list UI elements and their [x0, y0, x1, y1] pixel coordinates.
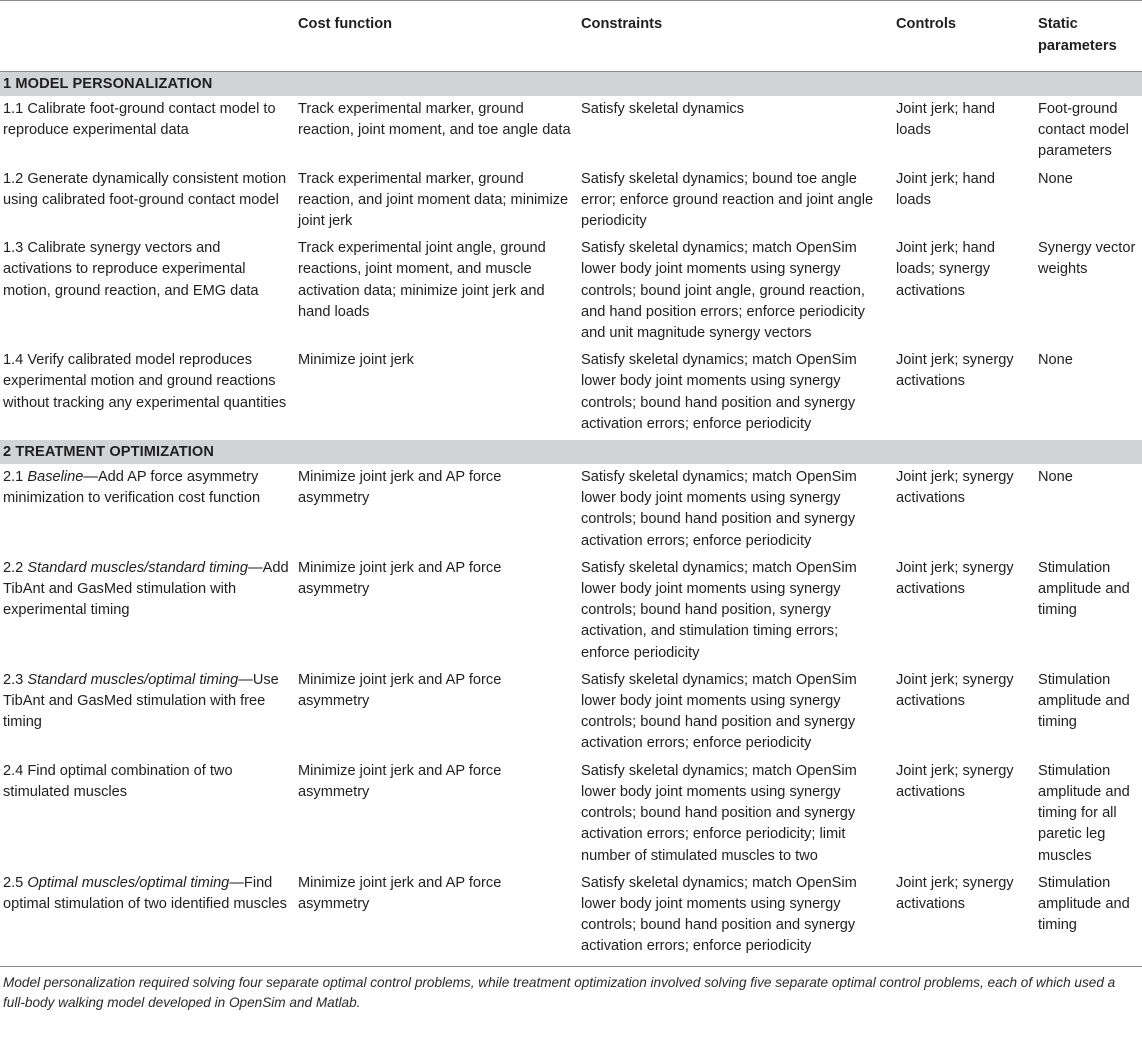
task-description: —Add TibAnt and GasMed stimulation with experimental timing: [3, 559, 289, 619]
constraints-cell: Satisfy skeletal dynamics; match OpenSim lower body joint moments using synergy controls; bound hand position, synergy activation, and stimulation timing errors; enforce periodicity: [581, 559, 857, 661]
table-row: [0, 237, 1142, 349]
task-id: 1.1: [3, 101, 24, 117]
table-row: [0, 557, 1142, 669]
controls-cell: Joint jerk; synergy activations: [896, 671, 1014, 710]
static-parameters-cell: Stimulation amplitude and timing: [1035, 872, 1142, 966]
task-name: Standard muscles/standard timing: [27, 559, 248, 576]
task-name: Standard muscles/optimal timing: [27, 671, 239, 688]
task-cell: [0, 96, 295, 168]
task-cell: [0, 349, 295, 440]
table-row: [0, 669, 1142, 760]
table-body: [0, 72, 1142, 967]
static-parameters-cell: Stimulation amplitude and timing for all paretic leg muscles: [1038, 762, 1130, 864]
constraints-cell: Satisfy skeletal dynamics; match OpenSim lower body joint moments using synergy controls; bound hand position and synergy activation errors; enforce periodicity: [581, 469, 857, 549]
task-cell: [0, 872, 295, 966]
static-parameters-cell: Foot-ground contact model parameters: [1038, 101, 1129, 160]
task-id: 2.1: [3, 469, 24, 486]
controls-cell: Joint jerk; synergy activations: [896, 762, 1014, 800]
controls-cell: Joint jerk; synergy activations: [896, 469, 1014, 507]
task-description: —Find optimal stimulation of two identified muscles: [3, 874, 287, 912]
task-id: 2.5: [3, 874, 24, 891]
task-description: Calibrate synergy vectors and activations to reproduce experimental motion, ground reaction, and EMG data: [3, 240, 259, 299]
section-row: [0, 440, 1142, 464]
task-description: Calibrate foot-ground contact model to reproduce experimental data: [3, 101, 276, 139]
constraints-cell: Satisfy skeletal dynamics; match OpenSim lower body joint moments using synergy controls; bound hand position and synergy activation errors; enforce periodicity: [581, 352, 857, 432]
task-cell: [0, 557, 295, 669]
constraints-cell: Satisfy skeletal dynamics; match OpenSim lower body joint moments using synergy controls; bound hand position and synergy activation errors; enforce periodicity; limit number of stimulated muscles to two: [581, 762, 857, 864]
table-row: [0, 760, 1142, 872]
cost-function-cell: Minimize joint jerk and AP force asymmetry: [298, 469, 502, 507]
task-id: 2.4: [3, 762, 24, 779]
task-id: 1.4: [3, 352, 24, 369]
constraints-cell: Satisfy skeletal dynamics; match OpenSim lower body joint moments using synergy controls; bound hand position and synergy activation errors; enforce periodicity: [578, 872, 893, 966]
header-static-parameters: Static parameters: [1035, 1, 1142, 72]
section-title: 2 TREATMENT OPTIMIZATION: [0, 440, 1142, 464]
cost-function-cell: Minimize joint jerk and AP force asymmetry: [298, 762, 502, 800]
header-controls: Controls: [893, 1, 1035, 72]
header-task: [0, 1, 295, 72]
controls-cell: Joint jerk; hand loads; synergy activations: [896, 240, 995, 299]
task-id: 1.3: [3, 240, 24, 257]
cost-function-cell: Minimize joint jerk and AP force asymmetry: [298, 559, 502, 598]
table-row: [0, 464, 1142, 557]
task-description: —Add AP force asymmetry minimization to verification cost function: [3, 469, 261, 507]
static-parameters-cell: None: [1038, 352, 1073, 369]
static-parameters-cell: Synergy vector weights: [1038, 240, 1136, 278]
task-cell: [0, 237, 295, 349]
task-description: —Use TibAnt and GasMed stimulation with free timing: [3, 671, 279, 731]
task-id: 1.2: [3, 170, 24, 187]
table-row: [0, 96, 1142, 168]
task-cell: [0, 669, 295, 760]
static-parameters-cell: None: [1038, 469, 1073, 486]
constraints-cell: Satisfy skeletal dynamics; match OpenSim lower body joint moments using synergy controls; bound joint angle, ground reaction, and hand position errors; enforce periodicity and unit magnitude synergy vectors: [581, 240, 865, 342]
header-cost-function: Cost function: [295, 1, 578, 72]
task-cell: [0, 464, 295, 557]
section-row: [0, 72, 1142, 97]
header-constraints: Constraints: [578, 1, 893, 72]
task-cell: [0, 168, 295, 238]
static-parameters-cell: None: [1038, 170, 1073, 187]
task-description: Generate dynamically consistent motion using calibrated foot-ground contact model: [3, 170, 287, 208]
table-row: [0, 168, 1142, 238]
cost-function-cell: Minimize joint jerk: [298, 352, 414, 369]
cost-function-cell: Minimize joint jerk and AP force asymmetry: [298, 671, 502, 710]
task-description: Find optimal combination of two stimulated muscles: [3, 762, 233, 800]
task-description: Verify calibrated model reproduces experimental motion and ground reactions without tracking any experimental quantities: [3, 352, 287, 411]
controls-cell: Joint jerk; synergy activations: [896, 352, 1014, 390]
cost-function-cell: Track experimental marker, ground reaction, joint moment, and toe angle data: [298, 101, 571, 139]
table-footnote: Model personalization required solving four separate optimal control problems, while treatment optimization involved solving five separate optimal control problems, each of which used a full-body walking model developed in OpenSim and Matlab.: [3, 974, 1116, 1010]
constraints-cell: Satisfy skeletal dynamics: [581, 101, 745, 117]
cost-function-cell: Minimize joint jerk and AP force asymmetry: [295, 872, 578, 966]
task-id: 2.2: [3, 559, 24, 576]
section-title: 1 MODEL PERSONALIZATION: [0, 72, 1142, 97]
controls-cell: Joint jerk; synergy activations: [896, 559, 1014, 598]
task-id: 2.3: [3, 671, 24, 688]
static-parameters-cell: Stimulation amplitude and timing: [1038, 671, 1130, 731]
constraints-cell: Satisfy skeletal dynamics; bound toe angle error; enforce ground reaction and joint angle periodicity: [581, 170, 874, 230]
controls-cell: Joint jerk; hand loads: [896, 101, 995, 139]
controls-cell: Joint jerk; hand loads: [896, 170, 995, 208]
controls-cell: Joint jerk; synergy activations: [893, 872, 1035, 966]
constraints-cell: Satisfy skeletal dynamics; match OpenSim lower body joint moments using synergy controls; bound hand position and synergy activation errors; enforce periodicity: [581, 671, 857, 752]
task-cell: [0, 760, 295, 872]
table-row: [0, 872, 1142, 966]
table-row: [0, 349, 1142, 440]
task-name: Optimal muscles/optimal timing: [27, 874, 230, 891]
table-header: [0, 1, 1142, 72]
static-parameters-cell: Stimulation amplitude and timing: [1038, 559, 1130, 619]
cost-function-cell: Track experimental joint angle, ground reactions, joint moment, and muscle activation data; minimize joint jerk and hand loads: [298, 240, 546, 320]
task-name: Baseline: [27, 469, 84, 486]
cost-function-cell: Track experimental marker, ground reaction, and joint moment data; minimize joint jerk: [298, 170, 569, 230]
